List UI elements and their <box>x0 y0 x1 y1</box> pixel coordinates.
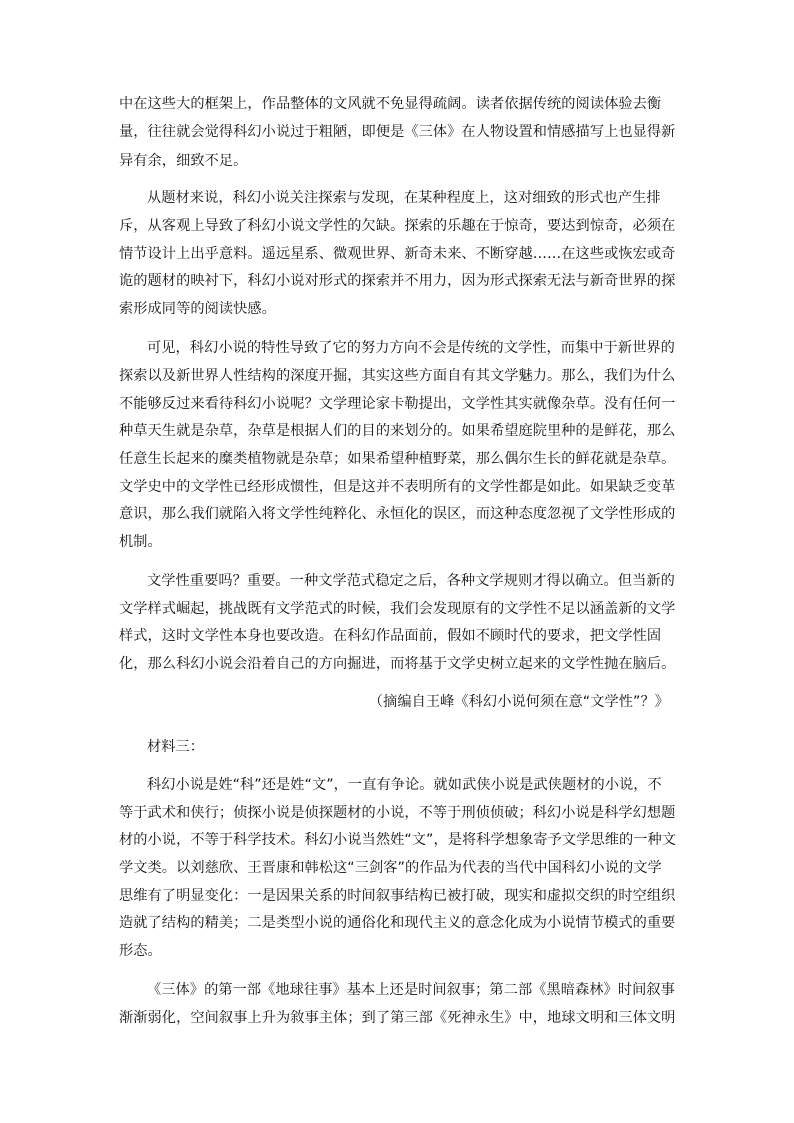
paragraph-5-line-6: 造就了结构的精美；二是类型小说的通俗化和现代主义的意念化成为小说情节模式的重要 <box>119 915 676 931</box>
paragraph-3-line-2: 探索以及新世界人性结构的深度开掘，其实这些方面自有其文学魅力。那么，我们为什么 <box>119 368 676 384</box>
paragraph-6-line-1: 《三体》的第一部《地球往事》基本上还是时间叙事；第二部《黑暗森林》时间叙事 <box>147 982 675 998</box>
paragraph-1-line-2: 量，往往就会觉得科幻小说过于粗陋，即便是《三体》在人物设置和情感描写上也显得新 <box>119 124 676 140</box>
paragraph-5-line-1: 科幻小说是姓“科”还是姓“文”，一直有争论。就如武侠小说是武侠题材的小说，不 <box>147 777 662 793</box>
paragraph-3-line-1: 可见，科幻小说的特性导致了它的努力方向不会是传统的文学性，而集中于新世界的 <box>147 340 675 356</box>
paragraph-4-line-3: 样式，这时文学性本身也要改造。在科幻作品面前，假如不顾时代的要求，把文学性固 <box>119 628 662 644</box>
citation: （摘编自王峰《科幻小说何须在意“文学性”？》 <box>368 694 669 710</box>
paragraph-5-line-5: 思维有了明显变化：一是因果关系的时间叙事结构已被打破，现实和虚拟交织的时空组织 <box>119 888 676 904</box>
paragraph-3-line-8: 机制。 <box>119 534 162 550</box>
paragraph-6-line-2: 渐渐弱化，空间叙事上升为敘事主体；到了第三部《死神永生》中，地球文明和三体文明 <box>119 1010 676 1026</box>
paragraph-4-line-1: 文学性重要吗？重要。一种文学范式稳定之后，各种文学规则才得以确立。但当新的 <box>147 573 675 589</box>
paragraph-1-line-3: 异有余，细致不足。 <box>119 153 248 169</box>
paragraph-4-line-2: 文学样式崛起，挑战既有文学范式的时候，我们会发现原有的文学性不足以涵盖新的文学 <box>119 601 676 617</box>
paragraph-1-line-1: 中在这些大的框架上，作品整体的文风就不免显得疏阔。读者依据传统的阅读体验去衡 <box>119 96 662 112</box>
section-heading: 材料三： <box>147 739 205 755</box>
paragraph-5-line-3: 材的小说，不等于科学技术。科幻小说当然姓“文”，是将科学想象寄予文学思维的一种文 <box>119 832 677 848</box>
paragraph-5-line-2: 等于武术和侠行；侦探小说是侦探题材的小说，不等于刑侦侦破；科幻小说是科学幻想题 <box>119 805 676 821</box>
paragraph-4-line-4: 化，那么科幻小说会沿着自己的方向掘进，而将基于文学史树立起来的文学性抛在脑后。 <box>119 656 676 672</box>
paragraph-3-line-4: 种草天生就是杂草，杂草是根据人们的目的来划分的。如果希望庭院里种的是鲜花，那么 <box>119 423 676 439</box>
paragraph-3-line-5: 任意生长起来的糜类植物就是杂草；如果希望种植野菜，那么偶尔生长的鲜花就是杂草。 <box>119 451 676 467</box>
paragraph-2-line-4: 诡的题材的映衬下，科幻小说对形式的探索并不用力，因为形式探索无法与新奇世界的探 <box>119 273 676 289</box>
paragraph-2-line-2: 斥，从客观上导致了科幻小说文学性的欠缺。探索的乐趣在于惊奇，要达到惊奇，必须在 <box>119 218 676 234</box>
paragraph-2-line-1: 从题材来说，科幻小说关注探索与发现，在某种程度上，这对细致的形式也产生排 <box>147 190 661 206</box>
paragraph-2-line-3: 情节设计上出乎意料。遥远星系、微观世界、新奇未来、不断穿越……在这些或恢宏或奇 <box>119 246 676 262</box>
paragraph-3-line-7: 意识，那么我们就陷入将文学性纯粹化、永恒化的误区，而这种态度忽视了文学性形成的 <box>119 506 676 522</box>
paragraph-5-line-7: 形态。 <box>119 943 162 959</box>
paragraph-3-line-3: 不能够反过来看待科幻小说呢？文学理论家卡勒提出，文学性其实就像杂草。没有任何一 <box>119 396 676 412</box>
paragraph-5-line-4: 学文类。以刘慈欣、王晋康和韩松这“三剑客”的作品为代表的当代中国科幻小说的文学 <box>119 860 662 876</box>
paragraph-3-line-6: 文学史中的文学性已经形成惯性，但是这并不表明所有的文学性都是如此。如果缺乏变革 <box>119 479 676 495</box>
paragraph-2-line-5: 索形成同等的阅读快感。 <box>119 301 276 317</box>
